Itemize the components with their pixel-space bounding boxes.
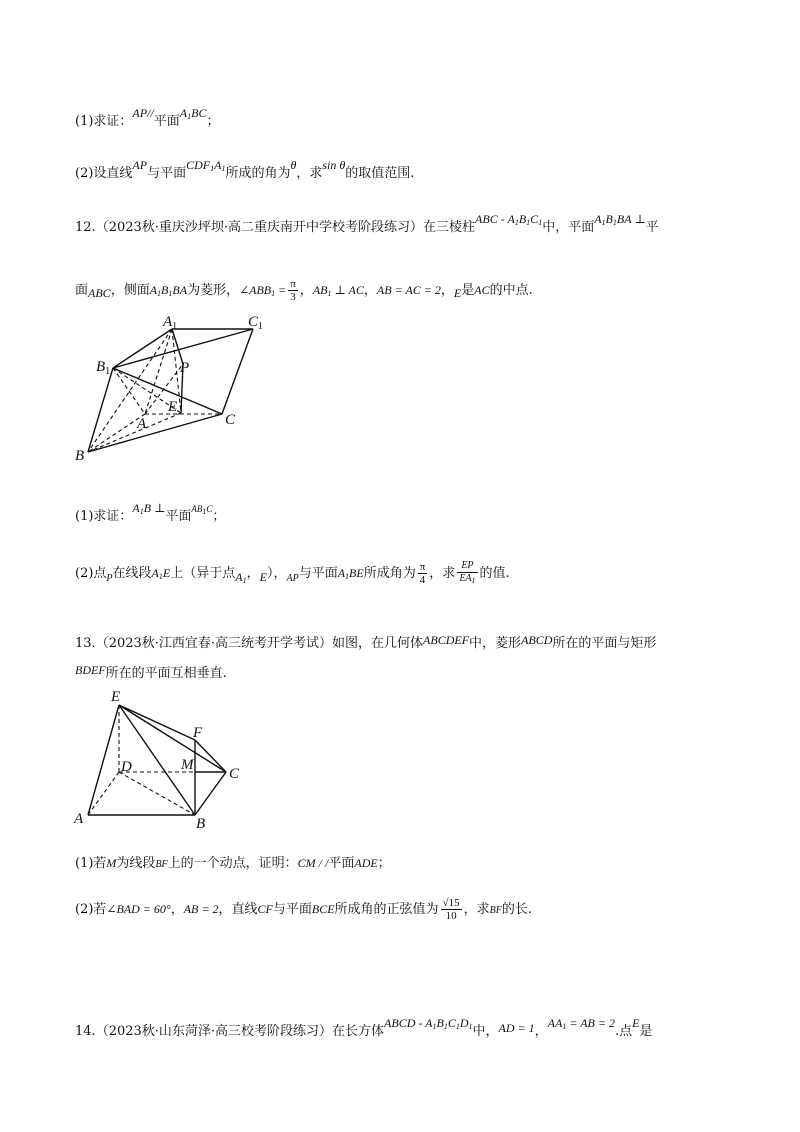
problem-number: 14.: [75, 1024, 96, 1039]
label-B: B: [196, 816, 206, 832]
problem-12-part-2: [75, 560, 510, 587]
problem-13-line-1: [75, 632, 656, 651]
fraction: $\frac{EP}{EA_1}$: [459, 560, 476, 585]
math: CM / /: [297, 856, 329, 870]
label-B: B: [75, 448, 85, 464]
label-F: F: [193, 725, 203, 741]
math: AC: [474, 283, 490, 297]
text: ，求: [296, 166, 323, 181]
text: 与平面: [298, 566, 338, 581]
text: 是: [461, 283, 475, 298]
problem-number: 12.: [75, 220, 96, 235]
text: ；: [206, 114, 220, 129]
problem-13-line-2: [75, 662, 227, 681]
text: 的取值范围.: [345, 166, 415, 181]
text: 面: [75, 283, 89, 298]
polyhedron-figure: [70, 685, 250, 833]
problem-14-line-1: [75, 1016, 653, 1039]
math: E: [259, 570, 267, 584]
problem-source: （2023秋·重庆沙坪坝·高二重庆南开中学校考阶段练习）在三棱柱: [95, 220, 476, 235]
text: ，: [299, 283, 313, 298]
text: 的长.: [501, 902, 532, 917]
line-2-angle: [75, 158, 415, 181]
text: 为线段: [116, 856, 156, 871]
text: 中，菱形: [469, 636, 522, 651]
math: AB = 2: [183, 902, 219, 916]
math: θ: [290, 158, 297, 172]
label-C: C: [225, 412, 236, 428]
text: 所成的角为: [225, 166, 291, 181]
fraction: $\frac{\pi}{3}$: [290, 278, 296, 303]
text: ，侧面: [110, 283, 150, 298]
math: AP: [132, 158, 148, 172]
text: 平面: [165, 509, 192, 524]
problem-13-part-1: [75, 852, 391, 871]
text: 平面: [328, 856, 355, 871]
math: AP//: [132, 106, 154, 120]
math: AP: [286, 573, 299, 584]
text: (1)求证：: [75, 509, 133, 524]
text: 所在的平面与矩形: [552, 636, 657, 651]
math: ∠BAD = 60°: [106, 902, 171, 916]
text: (1)求证：: [75, 114, 133, 129]
math: ABCDEF: [423, 633, 470, 647]
math: AB1C: [191, 504, 213, 516]
label-E: E: [168, 399, 178, 415]
label-C1: $C_1$: [248, 314, 264, 332]
text: 上的一个动点，证明：: [167, 856, 298, 871]
math: AD = 1: [498, 1021, 535, 1035]
text: (2)设直线: [75, 166, 133, 181]
text: ，: [440, 283, 454, 298]
text: ；: [212, 509, 226, 524]
text: (2)若: [75, 902, 107, 917]
text: 中，: [472, 1024, 499, 1039]
text: (2)点: [75, 566, 107, 581]
prism-figure: [70, 308, 290, 468]
math: ABCD - $A_1B_1C_1D_1$: [384, 1016, 473, 1031]
text: 是: [639, 1024, 653, 1039]
math: $\angle ABB_1$ =: [239, 283, 287, 298]
label-A1: $A_1$: [163, 314, 178, 332]
math: $A_1E$: [151, 566, 171, 581]
math: $A_1BC$: [179, 106, 207, 121]
math: $A_1B_1BA$ ⊥: [594, 212, 646, 227]
text: ，: [363, 283, 377, 298]
text: ，: [170, 902, 184, 917]
text: 中，平面: [542, 220, 595, 235]
text: 平面: [153, 114, 180, 129]
math: ABC: [88, 286, 111, 300]
text: ，: [246, 566, 260, 581]
text: ，: [534, 1024, 548, 1039]
math: $A_1$: [235, 570, 247, 585]
math: $AB_1$ ⊥ AC: [312, 283, 364, 298]
text: 平: [645, 220, 659, 235]
text: 的中点.: [489, 283, 533, 298]
math: $CDF_1A_1$: [186, 158, 226, 173]
text: 的值.: [479, 566, 510, 581]
text: ，直线: [218, 902, 258, 917]
text: 所在的平面互相垂直.: [105, 666, 227, 681]
label-B1: $B_1$: [96, 359, 111, 377]
text: 与平面: [272, 902, 312, 917]
text: 上（异于点: [170, 566, 236, 581]
math: BDEF: [75, 663, 106, 677]
math: sin θ: [322, 158, 346, 172]
problem-source: （2023秋·山东菏泽·高三校考阶段练习）在长方体: [95, 1024, 385, 1039]
math: $A_1B$ ⊥: [132, 501, 166, 516]
label-A: A: [137, 416, 147, 432]
math: $AA_1$ = AB = 2: [547, 1016, 615, 1031]
math: $A_1BE$: [337, 566, 364, 581]
fraction: $\frac{√15}{10}$: [442, 897, 460, 922]
math: CF: [257, 902, 273, 916]
math: E: [453, 286, 462, 300]
problem-12-line-1: [75, 212, 659, 235]
text: .点: [614, 1024, 633, 1039]
math: $A_1B_1BA$: [149, 283, 188, 298]
math: BF: [489, 905, 502, 916]
label-A: A: [74, 811, 84, 827]
text: (1)若: [75, 856, 107, 871]
text: ，求: [463, 902, 490, 917]
text: 在线段: [112, 566, 152, 581]
text: ，求: [429, 566, 456, 581]
math: BCE: [311, 902, 335, 916]
text: 为菱形，: [187, 283, 240, 298]
text: ），: [266, 566, 287, 581]
problem-12-part-1: [75, 501, 226, 524]
text: 所成角的正弦值为: [334, 902, 439, 917]
math: BF: [155, 859, 168, 870]
problem-source: （2023秋·江西宜春·高三统考开学考试）如图，在几何体: [95, 636, 424, 651]
label-D: D: [121, 759, 132, 775]
label-E: E: [111, 689, 121, 705]
problem-13-part-2: [75, 897, 532, 922]
problem-12-line-2: [75, 278, 533, 303]
problem-number: 13.: [75, 636, 96, 651]
fraction: $\frac{\pi}{4}$: [419, 561, 426, 586]
text: 所成角为: [363, 566, 416, 581]
text: ；: [377, 856, 391, 871]
label-P: P: [180, 360, 190, 376]
math: P: [106, 573, 113, 584]
math: ADE: [354, 856, 378, 870]
math: ABCD: [521, 633, 553, 647]
math: M: [106, 856, 117, 870]
line-1-prove: [75, 106, 220, 129]
math: AB = AC = 2: [376, 283, 441, 297]
text: 与平面: [147, 166, 187, 181]
label-C: C: [229, 766, 240, 782]
math: ABC - $A_1B_1C_1$: [475, 212, 543, 227]
label-M: M: [181, 757, 194, 773]
math: E: [632, 1016, 640, 1030]
